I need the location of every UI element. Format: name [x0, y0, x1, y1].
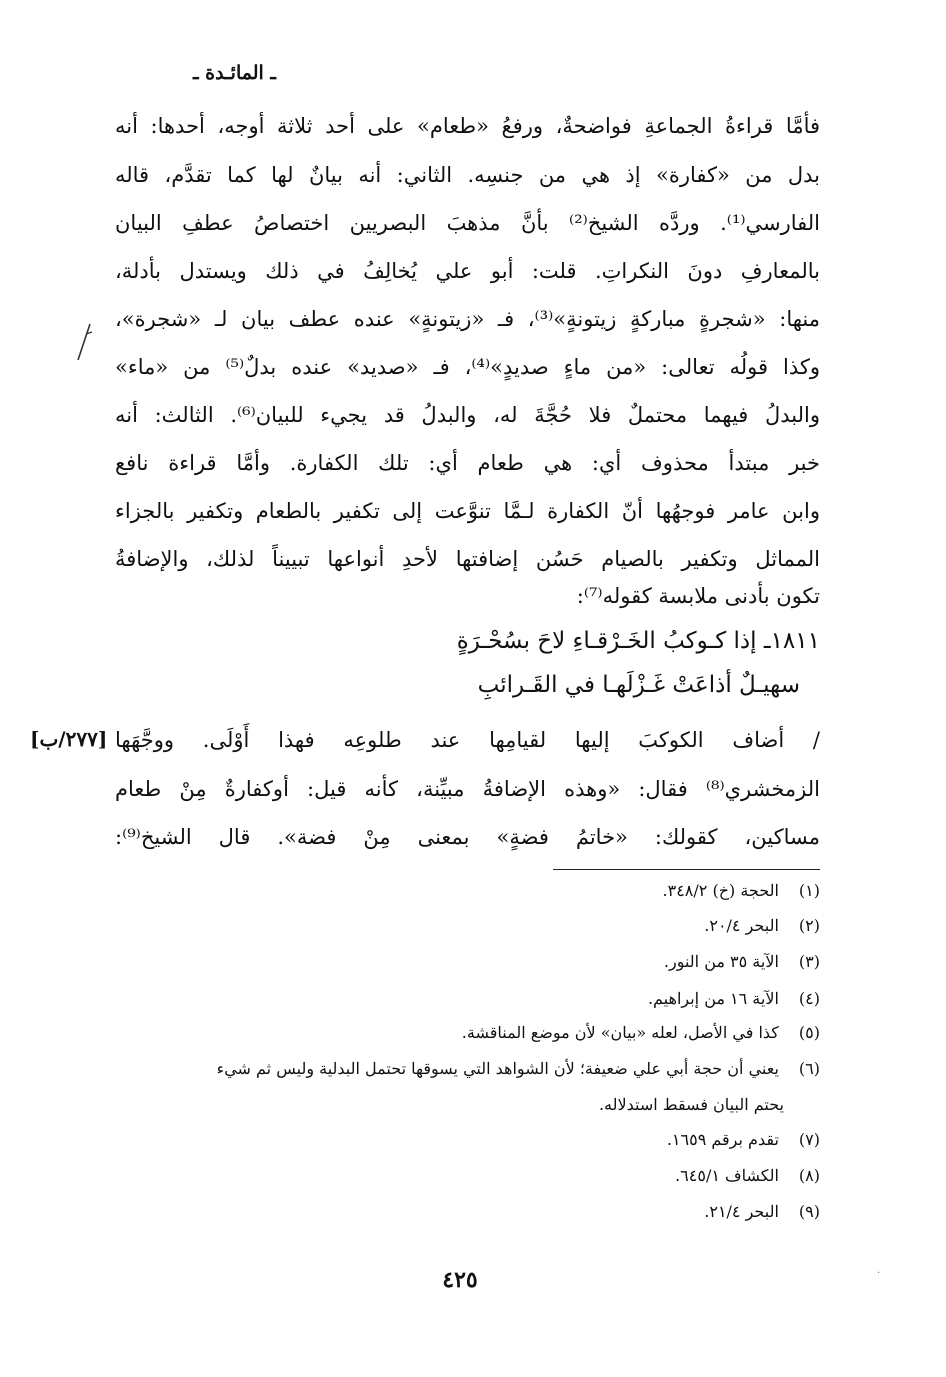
footnote-number: (٩) [798, 1202, 820, 1221]
body-line: تكون بأدنى ملابسة كقوله⁽⁷⁾: [576, 584, 820, 608]
footnote-item [115, 983, 820, 1015]
body-line: فأمَّا قراءةُ الجماعةِ فواضحةٌ، ورفعُ «طعام» على أحد ثلاثة أوجه، أحدها: أنه [115, 114, 820, 138]
footnote-item [115, 1017, 820, 1049]
footnote-text: البحر ٢١/٤. [704, 1202, 779, 1221]
footnote-separator [553, 869, 820, 870]
verse-first-hemistich: ١٨١١ـ إذا كـوكبُ الخَـرْقـاءِ لاحَ بسُحْـرَةٍ [456, 628, 820, 654]
footnote-text: تقدم برقم ١٦٥٩. [666, 1130, 779, 1149]
footnote-number: (٧) [798, 1130, 820, 1149]
footnote-number: (٤) [798, 989, 820, 1008]
body-line: المماثل وتكفير بالصيام حَسُن إضافتها لأحدِ أنواعها تبييناً لذلك، والإضافةُ [115, 547, 820, 571]
body-line: الزمخشري⁽⁸⁾ فقال: «وهذه الإضافةُ مبيِّنة، كأنه قيل: أوكفارةٌ مِنْ طعام [115, 777, 820, 801]
body-line: مساكين، كقولك: «خاتمُ فضةٍ» بمعنى مِنْ فضة». قال الشيخ⁽⁹⁾: [115, 825, 820, 849]
page-number: ٤٢٥ [442, 1267, 478, 1293]
running-head: ـ المائـدة ـ [193, 62, 276, 84]
footnote-item [115, 910, 820, 942]
footnote-item [115, 1124, 820, 1156]
footnote-text: الآية ١٦ من إبراهيم. [647, 989, 779, 1008]
footnote-text: يعني أن حجة أبي علي ضعيفة؛ لأن الشواهد التي يسوقها تحتمل البدلية وليس ثم شيء [216, 1059, 779, 1078]
footnote-text: الحجة (خ) ٣٤٨/٢. [662, 881, 779, 900]
footnote-text: كذا في الأصل، لعله «بيان» لأن موضع المناقشة. [461, 1023, 779, 1042]
footnote-number: (٣) [798, 952, 820, 971]
body-line: بالمعارفِ دونَ النكراتِ. قلت: أبو علي يُخالِفُ في ذلك ويستدل بأدلة، [115, 259, 820, 283]
verse-second-hemistich: سهيـلٌ أذاعَتْ غَـزْلَهـا في القَـرائبِ [477, 672, 800, 698]
footnote-item [115, 1053, 820, 1085]
scan-speck: · [877, 1268, 881, 1279]
body-line: الفارسي⁽¹⁾. وردَّه الشيخ⁽²⁾ بأنَّ مذهبَ البصريين اختصاصُ عطفِ البيان [115, 211, 820, 235]
body-line: والبدلُ فيهما محتملٌ فلا حُجَّةَ له، والبدلُ قد يجيء للبيان⁽⁶⁾. الثالث: أنه [115, 403, 820, 427]
body-line: / أضاف الكوكبَ إليها لقيامِها عند طلوعِه فهذا أَوْلَى. ووجَّهَها [115, 728, 820, 752]
manuscript-folio-reference: [٢٧٧/ب] [30, 727, 108, 751]
footnote-text: الآية ٣٥ من النور. [663, 952, 779, 971]
footnote-continuation: يحتم البيان فسقط استدلاله. [598, 1095, 784, 1114]
body-line: بدل من «كفارة» إذ هي من جنسِه. الثاني: أنه بيانٌ لها كما تقدَّم، قاله [115, 163, 820, 187]
body-line: وكذا قولُه تعالى: «من ماءٍ صديدٍ»⁽⁴⁾، فـ «صديد» عنده بدلٌ⁽⁵⁾ من «ماء» [115, 355, 820, 379]
footnote-item [115, 1196, 820, 1228]
body-line: وابن عامر فوجهُها أنّ الكفارة لـمَّا تنوَّعت إلى تكفير بالطعام وتكفير بالجزاء [115, 499, 820, 523]
footnote-text: الكشاف ٦٤٥/١. [675, 1166, 779, 1185]
footnote-number: (٨) [798, 1166, 820, 1185]
footnote-number: (٢) [798, 916, 820, 935]
footnote-number: (٦) [798, 1059, 820, 1078]
footnote-item [115, 875, 820, 907]
body-line: منها: «شجرةٍ مباركةٍ زيتونةٍ»⁽³⁾، فـ «زيتونةٍ» عنده عطف بيان لـ «شجرة»، [115, 307, 820, 331]
footnote-text: البحر ٢٠/٤. [704, 916, 779, 935]
margin-mark [72, 320, 100, 366]
footnote-item [115, 946, 820, 978]
footnote-number: (١) [798, 881, 820, 900]
footnote-item [115, 1160, 820, 1192]
body-line: خبر مبتدأ محذوف أي: هي طعام أي: تلك الكفارة. وأمَّا قراءة نافع [115, 451, 820, 475]
footnote-number: (٥) [798, 1023, 820, 1042]
